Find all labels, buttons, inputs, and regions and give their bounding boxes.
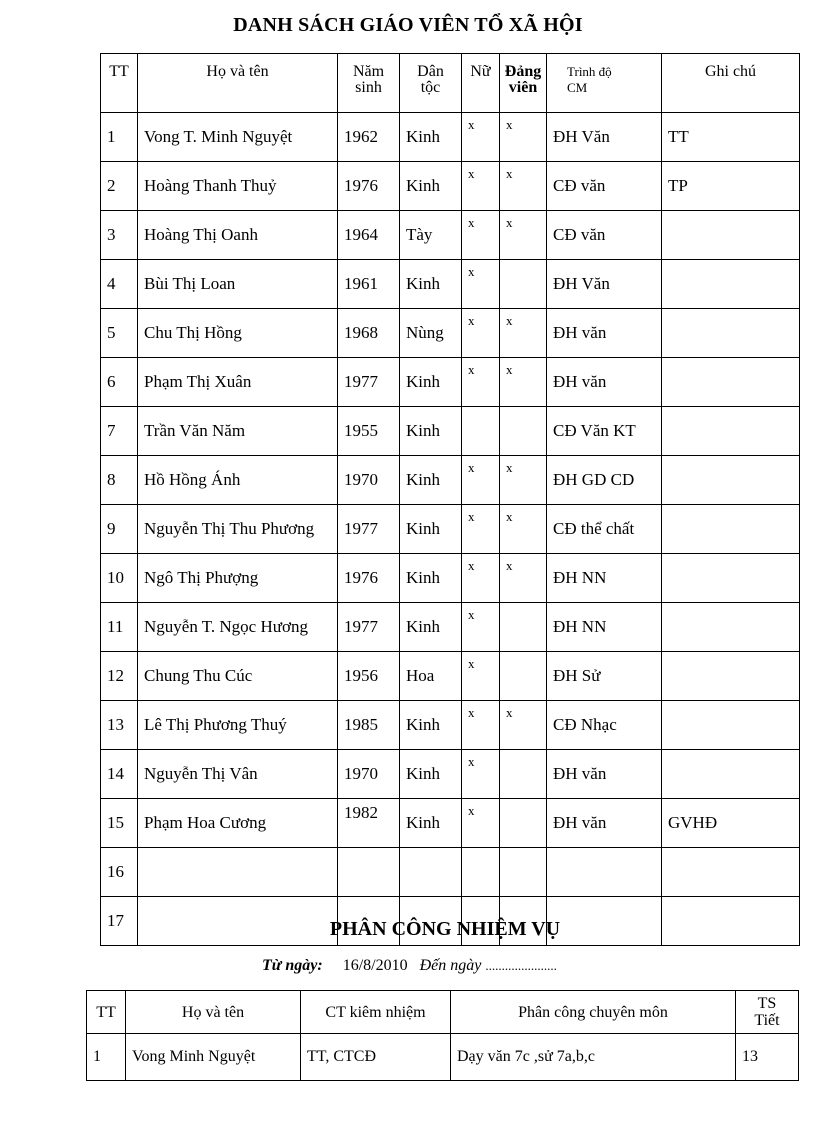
cell-female: x — [462, 554, 500, 603]
cell-year: 1961 — [338, 260, 400, 309]
cell-year: 1970 — [338, 456, 400, 505]
from-date-label: Từ ngày: — [262, 957, 323, 974]
cell-ethnic: Kinh — [400, 603, 462, 652]
cell-female: x — [462, 603, 500, 652]
cell-note — [662, 309, 800, 358]
cell-party: x — [500, 113, 547, 162]
cell-year: 1956 — [338, 652, 400, 701]
cell-year: 1977 — [338, 358, 400, 407]
cell-level: CĐ văn — [547, 211, 662, 260]
col-name-header: Họ và tên — [138, 54, 338, 113]
cell-ethnic: Kinh — [400, 162, 462, 211]
cell-tt: 9 — [101, 505, 138, 554]
col-duty-header: CT kiêm nhiệm — [301, 991, 451, 1034]
table-row — [101, 848, 800, 897]
cell-female — [462, 848, 500, 897]
cell-level: CĐ thể chất — [547, 505, 662, 554]
cell-level: ĐH Văn — [547, 260, 662, 309]
cell-tt: 11 — [101, 603, 138, 652]
cell-tt: 12 — [101, 652, 138, 701]
cell-year: 1977 — [338, 603, 400, 652]
assignment-table-header — [87, 991, 799, 1034]
cell-ethnic: Kinh — [400, 799, 462, 848]
cell-subject: Dạy văn 7c ,sử 7a,b,c — [451, 1034, 736, 1081]
cell-name: Phạm Hoa Cương — [138, 799, 338, 848]
cell-name: Trần Văn Năm — [138, 407, 338, 456]
cell-level: ĐH văn — [547, 358, 662, 407]
table-row — [101, 603, 800, 652]
table-row — [101, 456, 800, 505]
cell-ethnic: Kinh — [400, 750, 462, 799]
cell-note — [662, 260, 800, 309]
cell-female — [462, 407, 500, 456]
cell-female: x — [462, 505, 500, 554]
cell-year: 1977 — [338, 505, 400, 554]
cell-female: x — [462, 456, 500, 505]
col-level-header: Trình độ CM — [547, 54, 662, 113]
cell-tt: 14 — [101, 750, 138, 799]
cell-name: Vong Minh Nguyệt — [126, 1034, 301, 1081]
cell-ethnic: Kinh — [400, 456, 462, 505]
cell-tt: 2 — [101, 162, 138, 211]
cell-year: 1968 — [338, 309, 400, 358]
cell-party — [500, 652, 547, 701]
cell-ethnic: Kinh — [400, 113, 462, 162]
col-tt-header: TT — [87, 991, 126, 1034]
cell-party — [500, 750, 547, 799]
table-row — [101, 799, 800, 848]
table-row — [101, 750, 800, 799]
cell-female: x — [462, 652, 500, 701]
cell-tt: 8 — [101, 456, 138, 505]
cell-level: CĐ Nhạc — [547, 701, 662, 750]
cell-female: x — [462, 701, 500, 750]
cell-note — [662, 505, 800, 554]
assignment-table — [86, 990, 799, 1081]
cell-female: x — [462, 113, 500, 162]
cell-tt: 6 — [101, 358, 138, 407]
cell-party — [500, 603, 547, 652]
cell-name: Hồ Hồng Ánh — [138, 456, 338, 505]
cell-level: ĐH Sử — [547, 652, 662, 701]
table-row — [101, 505, 800, 554]
cell-note — [662, 848, 800, 897]
to-date-blank: ...................... — [485, 958, 557, 973]
cell-tt: 1 — [101, 113, 138, 162]
cell-note — [662, 554, 800, 603]
cell-level — [547, 848, 662, 897]
cell-name: Nguyễn T. Ngọc Hương — [138, 603, 338, 652]
cell-ethnic: Kinh — [400, 554, 462, 603]
table-row — [101, 113, 800, 162]
cell-ethnic: Tày — [400, 211, 462, 260]
cell-note: TP — [662, 162, 800, 211]
cell-level: ĐH Văn — [547, 113, 662, 162]
table-row — [101, 554, 800, 603]
cell-party: x — [500, 456, 547, 505]
table-row — [101, 358, 800, 407]
cell-ethnic: Kinh — [400, 505, 462, 554]
cell-year: 1964 — [338, 211, 400, 260]
cell-tt: 10 — [101, 554, 138, 603]
cell-party: x — [500, 505, 547, 554]
cell-female: x — [462, 162, 500, 211]
table-row — [101, 701, 800, 750]
cell-year: 1985 — [338, 701, 400, 750]
cell-name: Phạm Thị Xuân — [138, 358, 338, 407]
col-party-header: Đảng viên — [500, 54, 547, 113]
cell-female: x — [462, 211, 500, 260]
cell-note — [662, 652, 800, 701]
col-tt-header: TT — [101, 54, 138, 113]
cell-name: Hoàng Thanh Thuỷ — [138, 162, 338, 211]
cell-year: 1982 — [338, 799, 400, 848]
teacher-table — [100, 53, 800, 946]
cell-party: x — [500, 358, 547, 407]
cell-name: Lê Thị Phương Thuý — [138, 701, 338, 750]
table-row — [101, 211, 800, 260]
cell-year: 1976 — [338, 162, 400, 211]
page-title: DANH SÁCH GIÁO VIÊN TỔ XÃ HỘI — [233, 14, 583, 36]
col-subject-header: Phân công chuyên môn — [451, 991, 736, 1034]
cell-level: ĐH văn — [547, 750, 662, 799]
cell-note — [662, 750, 800, 799]
cell-level: ĐH văn — [547, 309, 662, 358]
cell-note — [662, 603, 800, 652]
cell-female: x — [462, 358, 500, 407]
cell-tt: 15 — [101, 799, 138, 848]
cell-ethnic: Kinh — [400, 260, 462, 309]
cell-year: 1962 — [338, 113, 400, 162]
cell-tt: 17 — [101, 897, 138, 946]
cell-tt: 13 — [101, 701, 138, 750]
col-periods-header: TS Tiết — [736, 991, 799, 1034]
cell-name: Chung Thu Cúc — [138, 652, 338, 701]
cell-party: x — [500, 211, 547, 260]
cell-year: 1955 — [338, 407, 400, 456]
cell-female: x — [462, 750, 500, 799]
from-date-value: 16/8/2010 — [342, 957, 408, 974]
cell-ethnic — [400, 848, 462, 897]
cell-ethnic: Nùng — [400, 309, 462, 358]
cell-party: x — [500, 701, 547, 750]
cell-level: ĐH văn — [547, 799, 662, 848]
cell-level: CĐ văn — [547, 162, 662, 211]
teacher-table-body — [101, 113, 800, 946]
cell-name: Hoàng Thị Oanh — [138, 211, 338, 260]
cell-year — [338, 848, 400, 897]
cell-note — [662, 211, 800, 260]
cell-party — [500, 407, 547, 456]
cell-party — [500, 260, 547, 309]
cell-ethnic: Kinh — [400, 358, 462, 407]
col-year-header: Năm sinh — [338, 54, 400, 113]
cell-ethnic: Kinh — [400, 701, 462, 750]
cell-year: 1976 — [338, 554, 400, 603]
cell-tt: 1 — [87, 1034, 126, 1081]
cell-name: Nguyễn Thị Vân — [138, 750, 338, 799]
cell-note: GVHĐ — [662, 799, 800, 848]
cell-name: Nguyễn Thị Thu Phương — [138, 505, 338, 554]
cell-note — [662, 407, 800, 456]
table-row — [101, 162, 800, 211]
cell-level: ĐH GD CD — [547, 456, 662, 505]
cell-periods: 13 — [736, 1034, 799, 1081]
cell-tt: 7 — [101, 407, 138, 456]
cell-year: 1970 — [338, 750, 400, 799]
cell-name: Vong T. Minh Nguyệt — [138, 113, 338, 162]
cell-party: x — [500, 554, 547, 603]
cell-level: CĐ Văn KT — [547, 407, 662, 456]
cell-tt: 16 — [101, 848, 138, 897]
col-ethnic-header: Dân tộc — [400, 54, 462, 113]
table-row — [101, 652, 800, 701]
cell-name: Chu Thị Hồng — [138, 309, 338, 358]
cell-note — [662, 358, 800, 407]
table-row — [101, 407, 800, 456]
col-name-header: Họ và tên — [126, 991, 301, 1034]
cell-ethnic: Hoa — [400, 652, 462, 701]
cell-female: x — [462, 799, 500, 848]
cell-level: ĐH NN — [547, 554, 662, 603]
cell-party — [500, 848, 547, 897]
cell-level: ĐH NN — [547, 603, 662, 652]
table-row — [87, 1034, 799, 1081]
cell-tt: 4 — [101, 260, 138, 309]
cell-party: x — [500, 309, 547, 358]
table-row — [101, 309, 800, 358]
assignment-table-body — [87, 1034, 799, 1081]
cell-ethnic: Kinh — [400, 407, 462, 456]
cell-party — [500, 799, 547, 848]
cell-note — [662, 456, 800, 505]
cell-note — [662, 701, 800, 750]
teacher-table-header — [101, 54, 800, 113]
cell-female: x — [462, 309, 500, 358]
cell-name: Ngô Thị Phượng — [138, 554, 338, 603]
cell-tt: 5 — [101, 309, 138, 358]
cell-duty: TT, CTCĐ — [301, 1034, 451, 1081]
date-range — [262, 957, 557, 975]
to-date-label: Đến ngày — [419, 957, 482, 974]
cell-tt: 3 — [101, 211, 138, 260]
assignment-title: PHÂN CÔNG NHIỆM VỤ — [329, 918, 561, 940]
col-female-header: Nữ — [462, 54, 500, 113]
cell-party: x — [500, 162, 547, 211]
table-row — [101, 260, 800, 309]
cell-name: Bùi Thị Loan — [138, 260, 338, 309]
col-note-header: Ghi chú — [662, 54, 800, 113]
cell-female: x — [462, 260, 500, 309]
cell-name — [138, 848, 338, 897]
cell-note: TT — [662, 113, 800, 162]
